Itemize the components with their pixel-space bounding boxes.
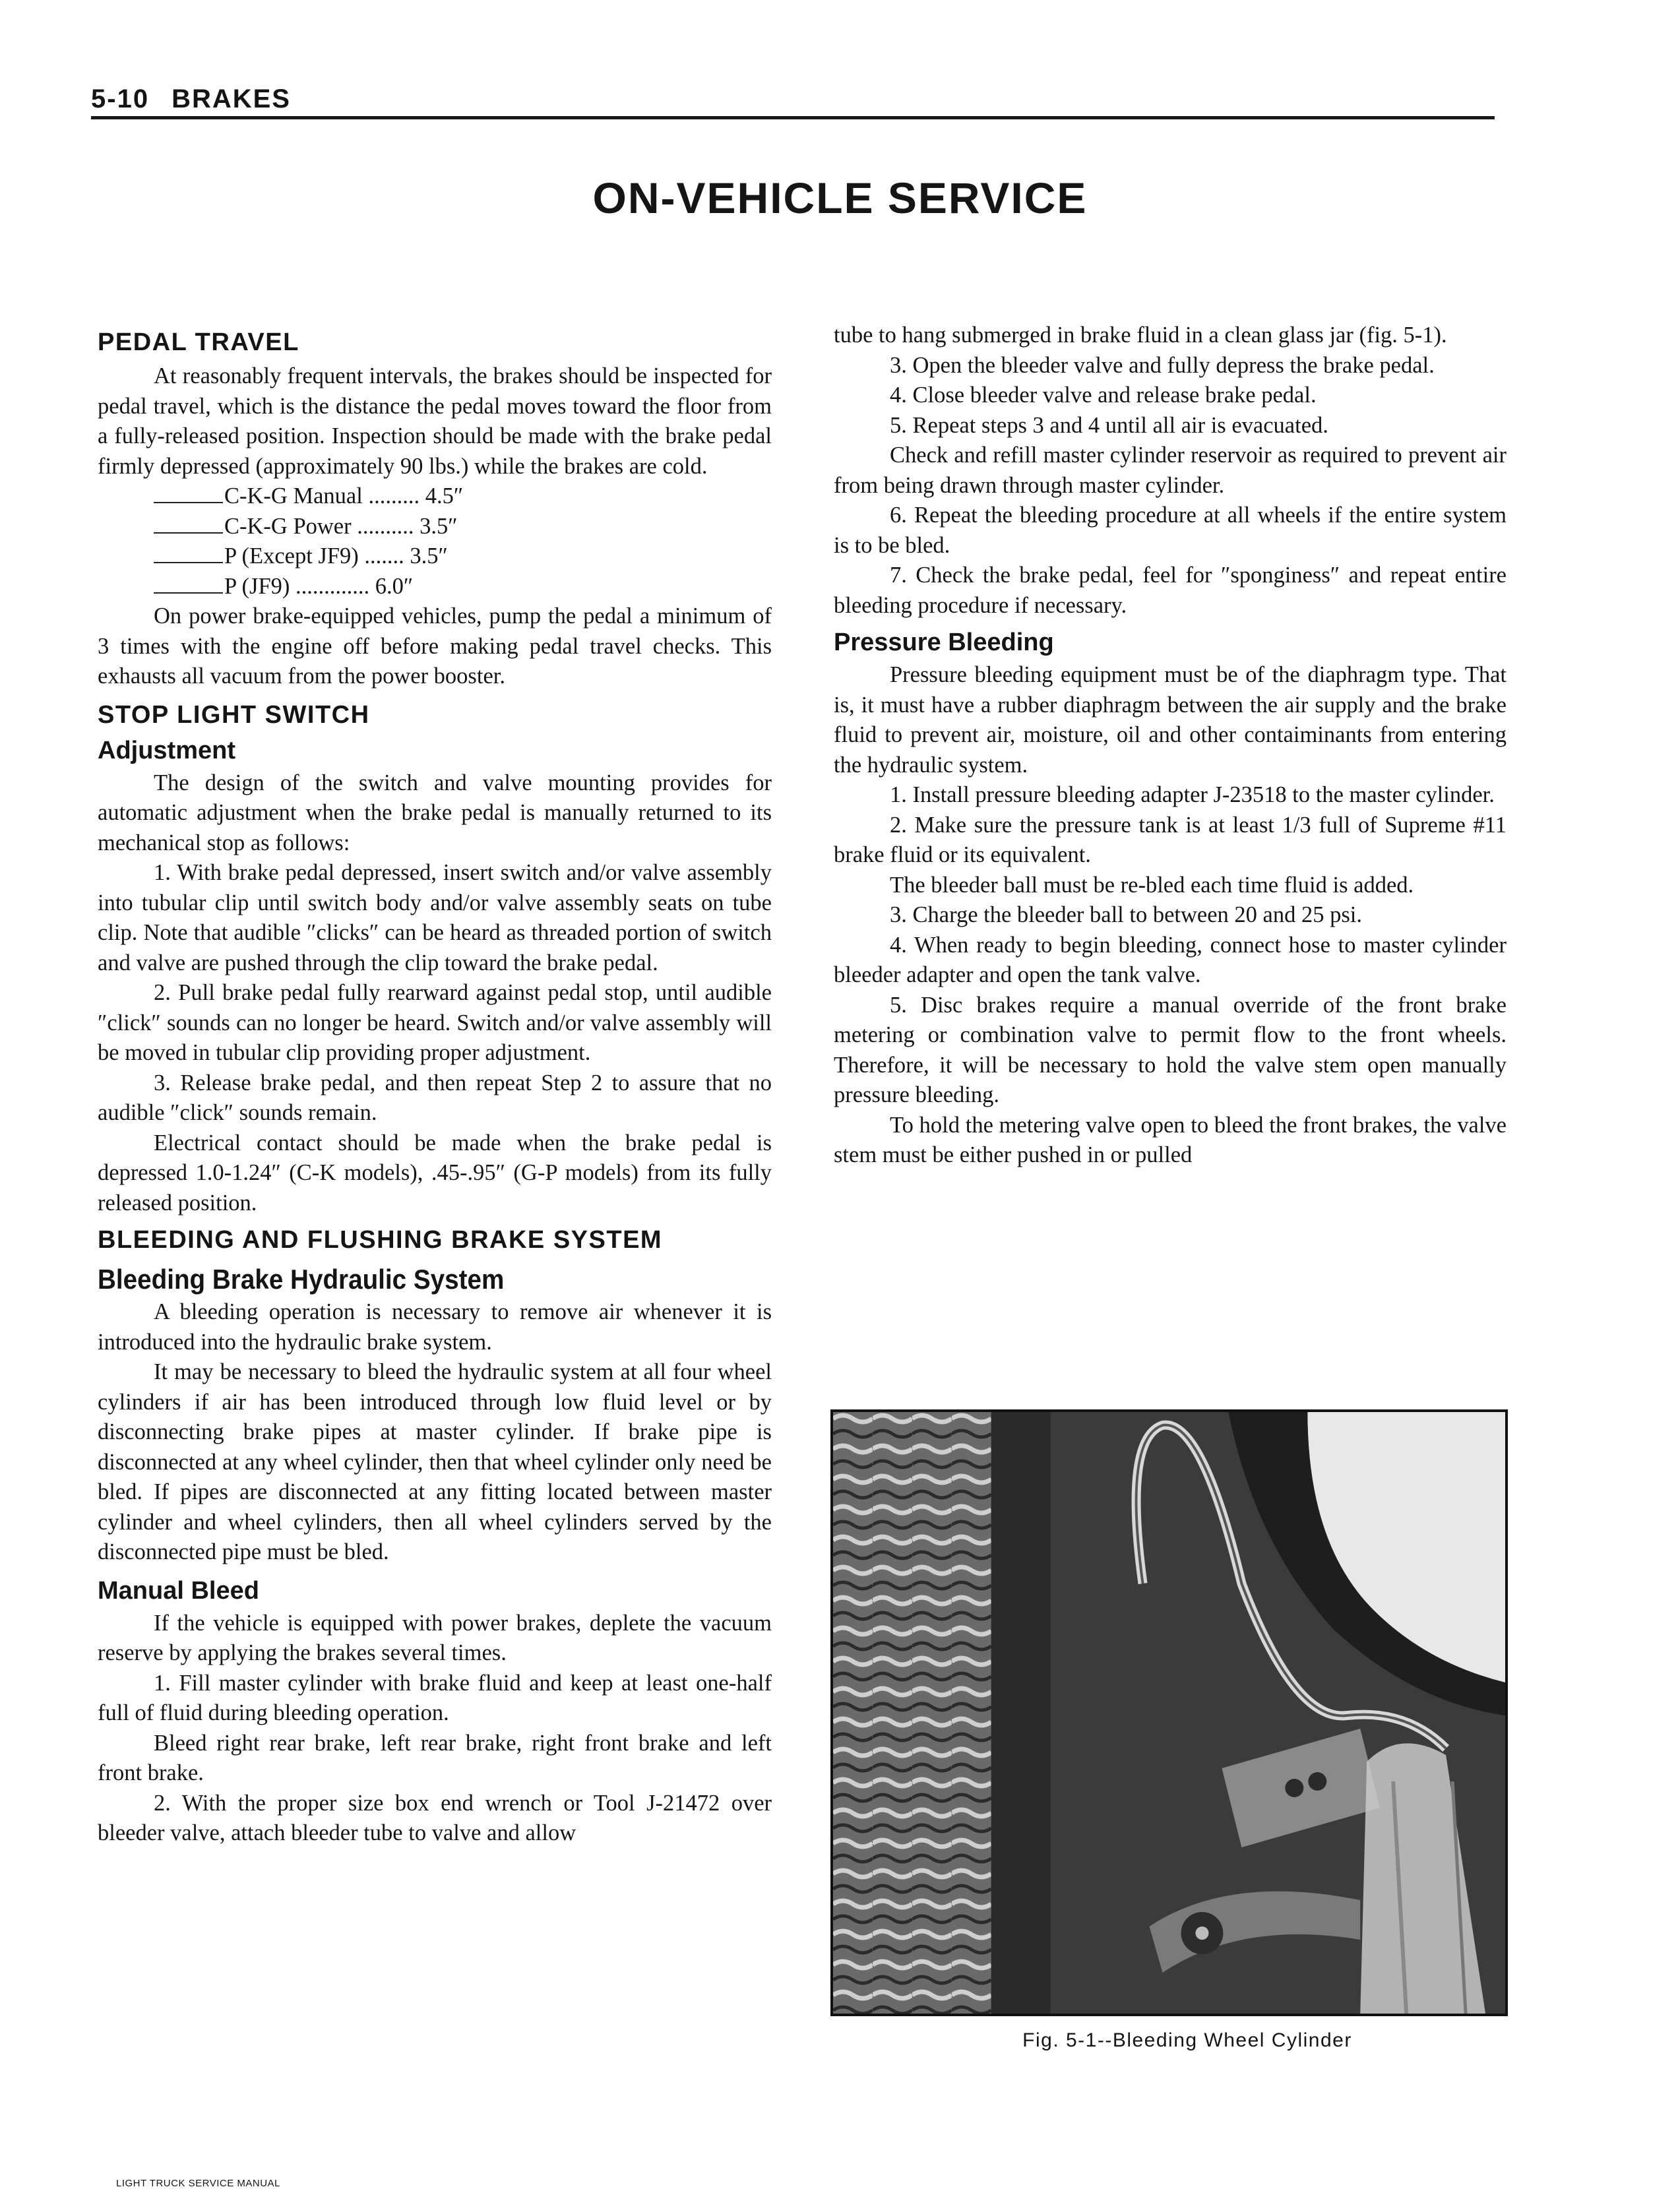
spec-row: P (JF9) ............. 6.0″ <box>98 572 772 602</box>
paragraph: To hold the metering valve open to bleed the front brakes, the valve stem must be either pushed in or pulled <box>834 1112 1507 1167</box>
subheading-adjustment: Adjustment <box>98 736 235 764</box>
paragraph: 3. Release brake pedal, and then repeat Step 2 to assure that no audible ″click″ sounds remain. <box>98 1070 772 1125</box>
header-rule <box>91 116 1495 119</box>
subheading-manual-bleed: Manual Bleed <box>98 1576 259 1605</box>
paragraph: If the vehicle is equipped with power brakes, deplete the vacuum reserve by applying the brakes several times. <box>98 1610 772 1665</box>
paragraph: 2. Pull brake pedal fully rearward against pedal stop, until audible ″click″ sounds can no longer be heard. Switch and/or valve assembly will be moved in tubular clip providing proper adjustment. <box>98 980 772 1065</box>
paragraph: 1. With brake pedal depressed, insert switch and/or valve assembly into tubular clip until switch body and/or valve assembly seats on tube clip. Note that audible ″clicks″ can be heard as threaded portion of switch and valve are pushed through the clip toward the brake pedal. <box>98 860 772 975</box>
right-column <box>834 321 1507 1171</box>
spec-row: C-K-G Manual ......... 4.5″ <box>98 481 772 512</box>
figure-caption: Fig. 5-1--Bleeding Wheel Cylinder <box>1022 2029 1352 2051</box>
paragraph: 5. Repeat steps 3 and 4 until all air is evacuated. <box>890 412 1328 438</box>
paragraph: 5. Disc brakes require a manual override of the front brake metering or combination valve to permit flow to the front wheels. Therefore, it will be necessary to hold the valve stem open manually pressure bleeding. <box>834 992 1507 1107</box>
paragraph: 7. Check the brake pedal, feel for ″sponginess″ and repeat entire bleeding procedure if necessary. <box>834 563 1507 618</box>
paragraph: The design of the switch and valve mounting provides for automatic adjustment when the brake pedal is manually returned to its mechanical stop as follows: <box>98 770 772 855</box>
heading-stop-light-switch: STOP LIGHT SWITCH <box>98 700 370 729</box>
spec-row: P (Except JF9) ....... 3.5″ <box>98 541 772 572</box>
heading-bleeding-flushing: BLEEDING AND FLUSHING BRAKE SYSTEM <box>98 1226 663 1254</box>
paragraph: Check and refill master cylinder reservoir as required to prevent air from being drawn through master cylinder. <box>834 443 1507 498</box>
paragraph: 3. Open the bleeder valve and fully depress the brake pedal. <box>890 352 1435 378</box>
paragraph: Bleed right rear brake, left rear brake, right front brake and left front brake. <box>98 1730 772 1785</box>
paragraph: 3. Charge the bleeder ball to between 20 and 25 psi. <box>890 902 1362 927</box>
paragraph: The bleeder ball must be re-bled each time fluid is added. <box>890 872 1414 898</box>
paragraph: 4. When ready to begin bleeding, connect hose to master cylinder bleeder adapter and open the tank valve. <box>834 932 1507 987</box>
page-title: ON-VEHICLE SERVICE <box>592 173 1088 222</box>
figure-bleeding-wheel-cylinder <box>830 1409 1508 2016</box>
footer: LIGHT TRUCK SERVICE MANUAL <box>116 2178 280 2189</box>
paragraph-continuation: tube to hang submerged in brake fluid in a clean glass jar (fig. 5-1). <box>834 323 1447 348</box>
heading-pedal-travel: PEDAL TRAVEL <box>98 328 299 356</box>
wheel-cylinder-photo <box>833 1412 1505 2014</box>
paragraph: On power brake-equipped vehicles, pump the pedal a minimum of 3 times with the engine off before making pedal travel checks. This exhausts all vacuum from the power booster. <box>98 603 772 689</box>
paragraph: It may be necessary to bleed the hydraulic system at all four wheel cylinders if air has been introduced through low fluid level or by disconnecting brake pipes at master cylinder. If brake pipe is disconnected at any wheel cylinder, then that wheel cylinder only need be bled. If pipes are disconnected at any fitting located between master cylinder and wheel cylinders, then all wheel cylinders served by the disconnected pipe must be bled. <box>98 1359 772 1564</box>
paragraph: 1. Install pressure bleeding adapter J-23518 to the master cylinder. <box>890 782 1495 807</box>
page-number: 5-10 <box>91 84 150 113</box>
subheading-pressure-bleeding: Pressure Bleeding <box>834 629 1054 656</box>
paragraph: At reasonably frequent intervals, the brakes should be inspected for pedal travel, which is the distance the pedal moves toward the floor from a fully-released position. Inspection should be made with the brake pedal firmly depressed (approximately 90 lbs.) while the brakes are cold. <box>98 363 772 479</box>
paragraph: 4. Close bleeder valve and release brake pedal. <box>890 383 1317 408</box>
subheading-bleeding-hydraulic: Bleeding Brake Hydraulic System <box>98 1264 505 1295</box>
running-head <box>91 84 291 114</box>
paragraph: 1. Fill master cylinder with brake fluid and keep at least one-half full of fluid during bleeding operation. <box>98 1670 772 1725</box>
paragraph: Pressure bleeding equipment must be of the diaphragm type. That is, it must have a rubber diaphragm between the air supply and the brake fluid to prevent air, moisture, oil and other contaiminants from entering the hydraulic system. <box>834 662 1507 778</box>
paragraph: 2. Make sure the pressure tank is at least 1/3 full of Supreme #11 brake fluid or its equivalent. <box>834 812 1507 867</box>
paragraph: Electrical contact should be made when the brake pedal is depressed 1.0-1.24″ (C-K models), .45-.95″ (G-P models) from its fully released position. <box>98 1130 772 1216</box>
paragraph: 6. Repeat the bleeding procedure at all wheels if the entire system is to be bled. <box>834 503 1507 558</box>
paragraph: A bleeding operation is necessary to remove air whenever it is introduced into the hydraulic brake system. <box>98 1299 772 1355</box>
spec-row: C-K-G Power .......... 3.5″ <box>98 512 772 542</box>
paragraph: 2. With the proper size box end wrench or Tool J-21472 over bleeder valve, attach bleeder tube to valve and allow <box>98 1790 772 1845</box>
left-column <box>98 322 772 1849</box>
section-name: BRAKES <box>171 84 291 113</box>
pedal-travel-spec-list <box>98 481 772 601</box>
